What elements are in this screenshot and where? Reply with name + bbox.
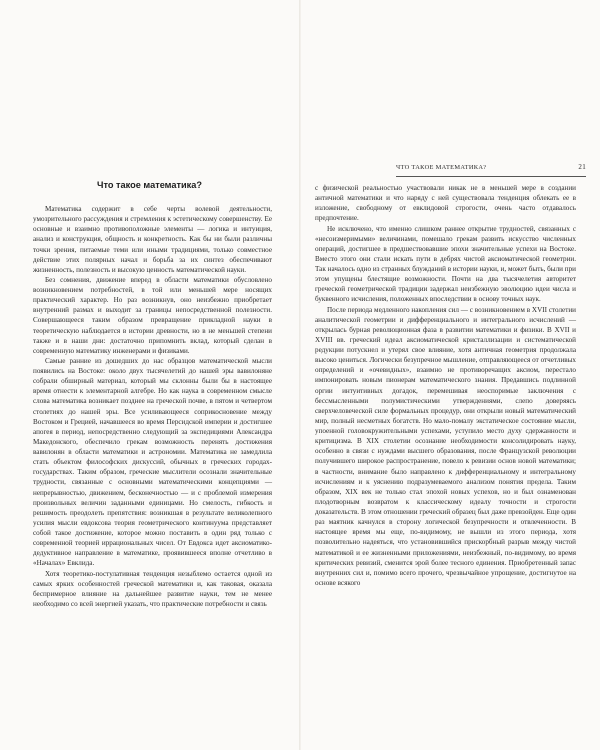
paragraph: Без сомнения, движение вперед в области математики обусловлено возникновением потребностей, в той или меньшей мере носящих практический характер. Но раз возникнув, оно неизбежно приобретает внутренний размах и выходит за границы непосредственной полезности. Совершающееся таким образом превращение прикладной науки в теоретическую наблюдается в истории древности, но в не меньшей степени также и в наши дни: достаточно припомнить вклад, который сделан в современную математику инженерами и физиками. xyxy=(33,275,272,355)
paragraph: Хотя теоретико-постулативная тенденция незыблемо остается одной из самых ярких особенностей греческой математики и, как таковая, оказала беспримерное влияние на дальнейшее развитие науки, тем не менее необходимо со всей энергией указать, что практические потребности и связь xyxy=(33,569,272,608)
paragraph-continuation: с физической реальностью участвовали никак не в меньшей мере в создании античной математики и что наряду с ней существовала тенденция облекать ее в изложение, свободному от евклидовой строгости, очень часто отдавалось предпочтение. xyxy=(315,184,576,223)
right-page-body xyxy=(315,183,576,588)
paragraph: После периода медленного накопления сил — с возникновением в XVII столетии аналитической геометрии и дифференциального и интегрального исчислений — открылась бурная революционная фаза в развитии математики и физики. В XVII и XVIII вв. греческий идеал аксиоматической кристаллизации и систематической редукции потускнел и утерял свое влияние, хотя античная геометрия продолжала высоко цениться. Логически безупречное мышление, отправляющееся от отчетливых определений и «очевидных», взаимно не противоречащих аксиом, перестало импонировать новым пионерам математического знания. Предавшись подлинной оргии интуитивных догадок, перемешивая неоспоримые заключения с бессмысленными полумистическими утверждениями, слепо доверяясь сверхчеловеческой силе формальных процедур, они открыли новый математический мир, полный несметных богатств. Но мало-помалу экстатическое состояние мысли, упоенной головокружительными успехами, уступило место духу сдержанности и критицизма. В XIX столетии осознание необходимости консолидировать науку, особенно в связи с нуждами высшего образования, после Французской революции получившего широкое распространение, повело к ревизии основ новой математики; в частности, внимание было направлено к дифференциальному и интегральному исчислениям и к уяснению подразумеваемого анализом понятия предела. Таким образом, XIX век не только стал эпохой новых успехов, но и был ознаменован плодотворным возвратом к классическому идеалу точности и строгости доказательств. В этом отношении греческий образец был даже превзойден. Еще один раз маятник качнулся в сторону логической безупречности и отвлеченности. В настоящее время мы еще, по-видимому, не вышли из этого периода, хотя позволительно надеяться, что установившийся прискорбный разрыв между чистой математикой и ее жизненными приложениями, неизбежный, по-видимому, во время критических ревизий, сменится эрой более тесного единения. Приобретенный запас внутренних сил и, помимо всего прочего, чрезвычайное упрощение, достигнутое на основе всякого xyxy=(315,305,576,587)
paragraph: Не исключено, что именно слишком раннее открытие трудностей, связанных с «несоизмеримыми» величинами, помешало грекам развить искусство численных операций, достигшее в предшествовавшие эпохи значительные успехи на Востоке. Вместо этого они стали искать пути в дебрях чистой аксиоматической геометрии. Так началось одно из странных блужданий в истории науки, и, может быть, были при этом упущены блестящие возможности. Почти на два тысячелетия авторитет греческой геометрической традиции задержал неизбежную эволюцию идеи числа и буквенного исчисления, положенных впоследствии в основу точных наук. xyxy=(315,224,576,304)
left-page xyxy=(0,0,299,750)
left-page-body xyxy=(33,204,272,609)
paragraph: Математика содержит в себе черты волевой деятельности, умозрительного рассуждения и стремления к эстетическому совершенству. Ее основные и взаимно противоположные элементы — логика и интуиция, анализ и конструкция, общность и конкретность. Как бы ни были различны точки зрения, питаемые теми или иными традициями, только совместное действие этих полярных начал и борьба за их синтез обеспечивают жизненность, полезность и высокую ценность математической науки. xyxy=(33,205,272,274)
page-number: 21 xyxy=(578,163,586,171)
paragraph: Самые ранние из дошедших до нас образцов математической мысли появились на Востоке: около двух тысячелетий до нашей эры вавилоняне собрали обширный материал, который мы склонны были бы в настоящее время отнести к элементарной алгебре. Но как наука в современном смысле слова математика возникает позднее на греческой почве, в пятом и четвертом столетиях до нашей эры. Все усиливающееся соприкосновение между Востоком и Грецией, начавшееся во время Персидской империи и достигшее апогея в период, непосредственно следующий за экспедициями Александра Македонского, обеспечило грекам возможность перенять достижения вавилонян в области математики и астрономии. Математика не замедлила стать объектом философских дискуссий, обычных в греческих городах-государствах. Таким образом, греческие мыслители осознали значительные трудности, связанные с основными математическими концепциями — непрерывностью, движением, бесконечностью — и с проблемой измерения произвольных величин заданными единицами. Но смелость, гибкость и решимость преодолеть препятствия: возникшая в результате великолепного усилия мысли евдоксова теория геометрического континуума представляет собой такое достижение, которое можно поставить в один ряд только с современной теорией иррациональных чисел. От Евдокса идет аксиоматико-дедуктивное направление в математике, проявившееся вполне отчетливо в «Началах» Евклида. xyxy=(33,356,272,568)
running-title: ЧТО ТАКОЕ МАТЕМАТИКА? xyxy=(396,164,487,171)
chapter-heading: Что такое математика? xyxy=(97,180,202,190)
right-page xyxy=(301,0,600,750)
running-header xyxy=(396,164,586,177)
